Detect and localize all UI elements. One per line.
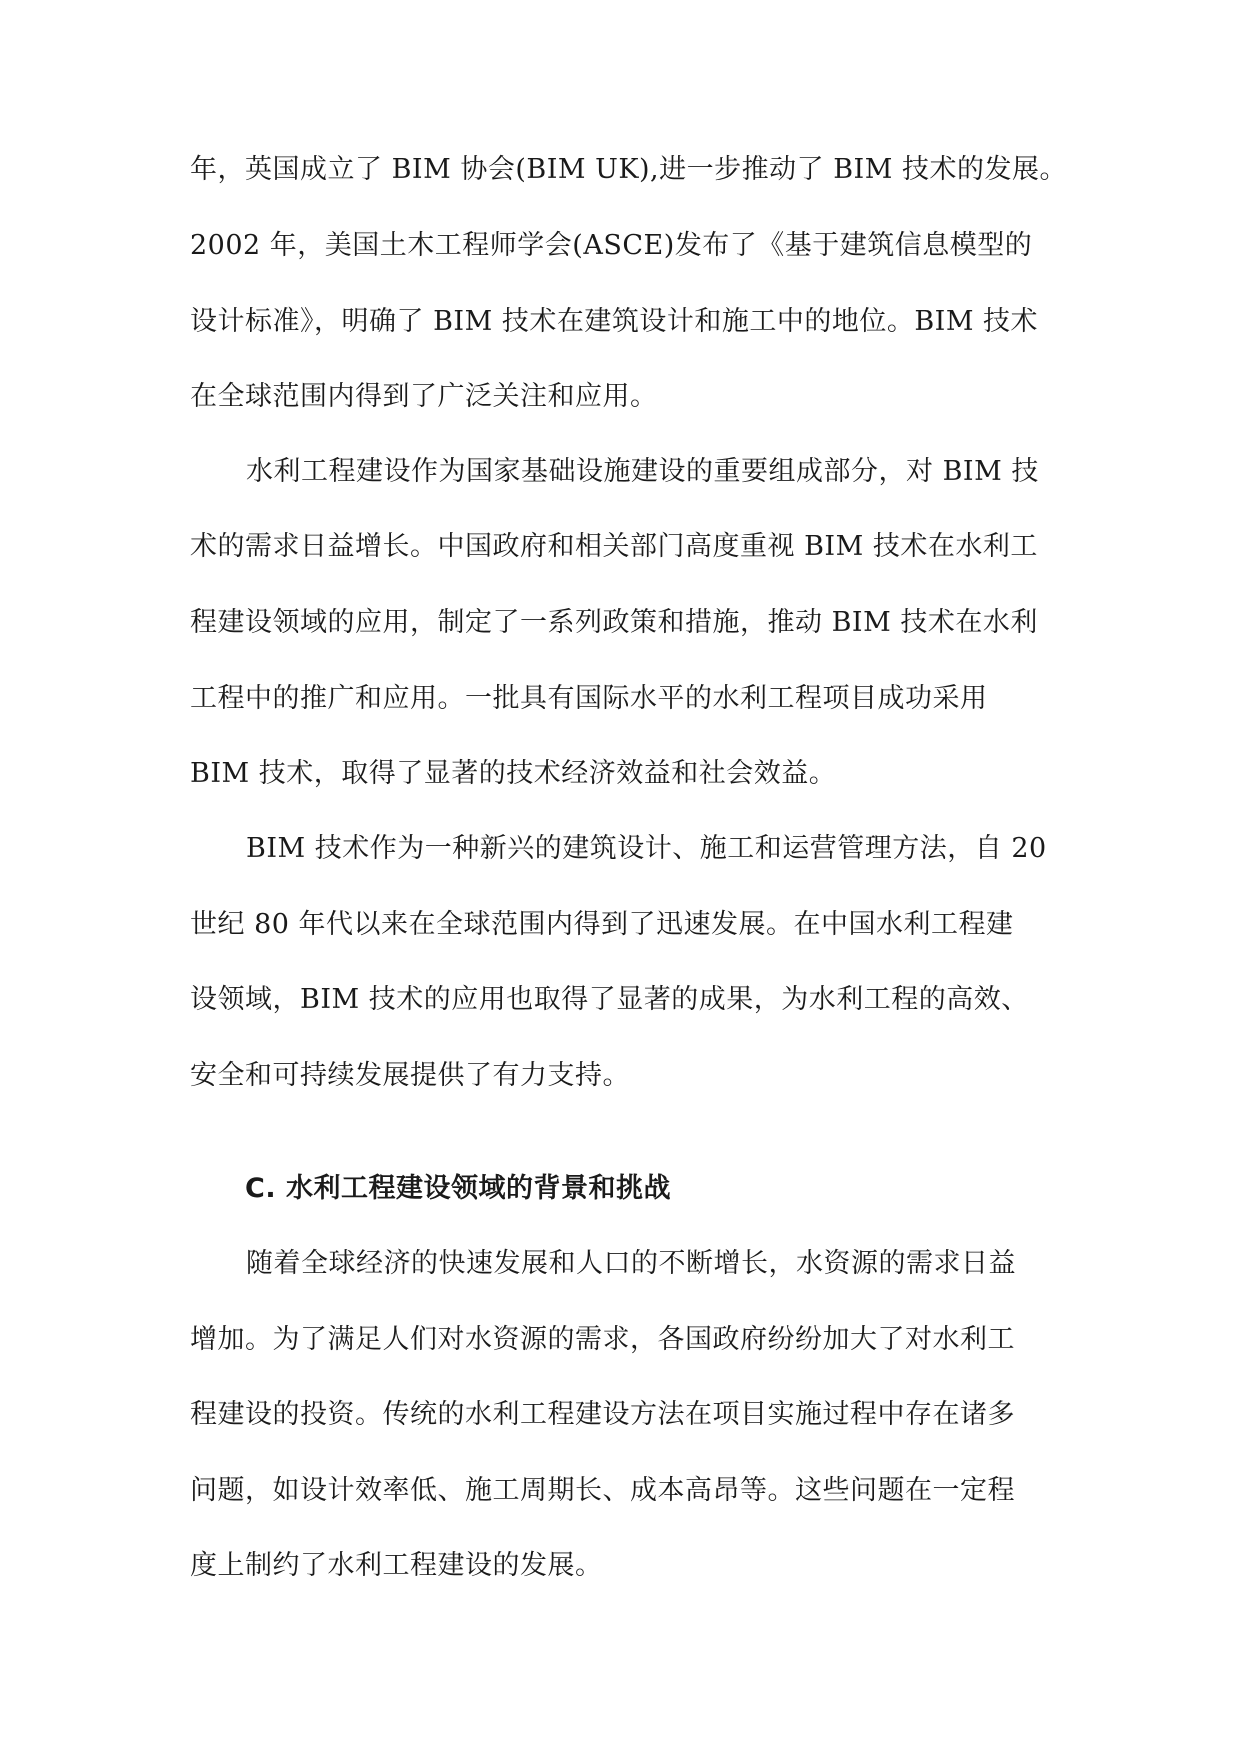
text-line: 问题，如设计效率低、施工周期长、成本高昂等。这些问题在一定程 [190, 1475, 1015, 1506]
text-line: 程建设的投资。传统的水利工程建设方法在项目实施过程中存在诸多 [190, 1399, 1015, 1430]
text-line: 年，英国成立了 BIM 协会(BIM UK),进一步推动了 BIM 技术的发展。 [190, 154, 1067, 185]
text-line: 术的需求日益增长。中国政府和相关部门高度重视 BIM 技术在水利工 [190, 531, 1038, 562]
text-line: 设领域，BIM 技术的应用也取得了显著的成果，为水利工程的高效、 [190, 984, 1029, 1015]
text-line: 世纪 80 年代以来在全球范围内得到了迅速发展。在中国水利工程建 [190, 909, 1014, 940]
text-line: BIM 技术，取得了显著的技术经济效益和社会效益。 [190, 758, 837, 789]
section-heading: C. 水利工程建设领域的背景和挑战 [245, 1173, 671, 1204]
text-line: 随着全球经济的快速发展和人口的不断增长，水资源的需求日益 [246, 1248, 1016, 1279]
text-line: 在全球范围内得到了广泛关注和应用。 [190, 381, 658, 412]
text-line: 工程中的推广和应用。一批具有国际水平的水利工程项目成功采用 [190, 683, 988, 714]
text-line: 2002 年，美国土木工程师学会(ASCE)发布了《基于建筑信息模型的 [190, 230, 1033, 261]
text-line: 度上制约了水利工程建设的发展。 [190, 1550, 603, 1581]
text-line: 安全和可持续发展提供了有力支持。 [190, 1060, 630, 1091]
text-line: 增加。为了满足人们对水资源的需求，各国政府纷纷加大了对水利工 [190, 1324, 1015, 1355]
text-line: 水利工程建设作为国家基础设施建设的重要组成部分，对 BIM 技 [246, 456, 1039, 487]
text-line: 程建设领域的应用，制定了一系列政策和措施，推动 BIM 技术在水利 [190, 607, 1038, 638]
text-line: BIM 技术作为一种新兴的建筑设计、施工和运营管理方法，自 20 [246, 833, 1047, 864]
text-line: 设计标准》，明确了 BIM 技术在建筑设计和施工中的地位。BIM 技术 [190, 306, 1039, 337]
